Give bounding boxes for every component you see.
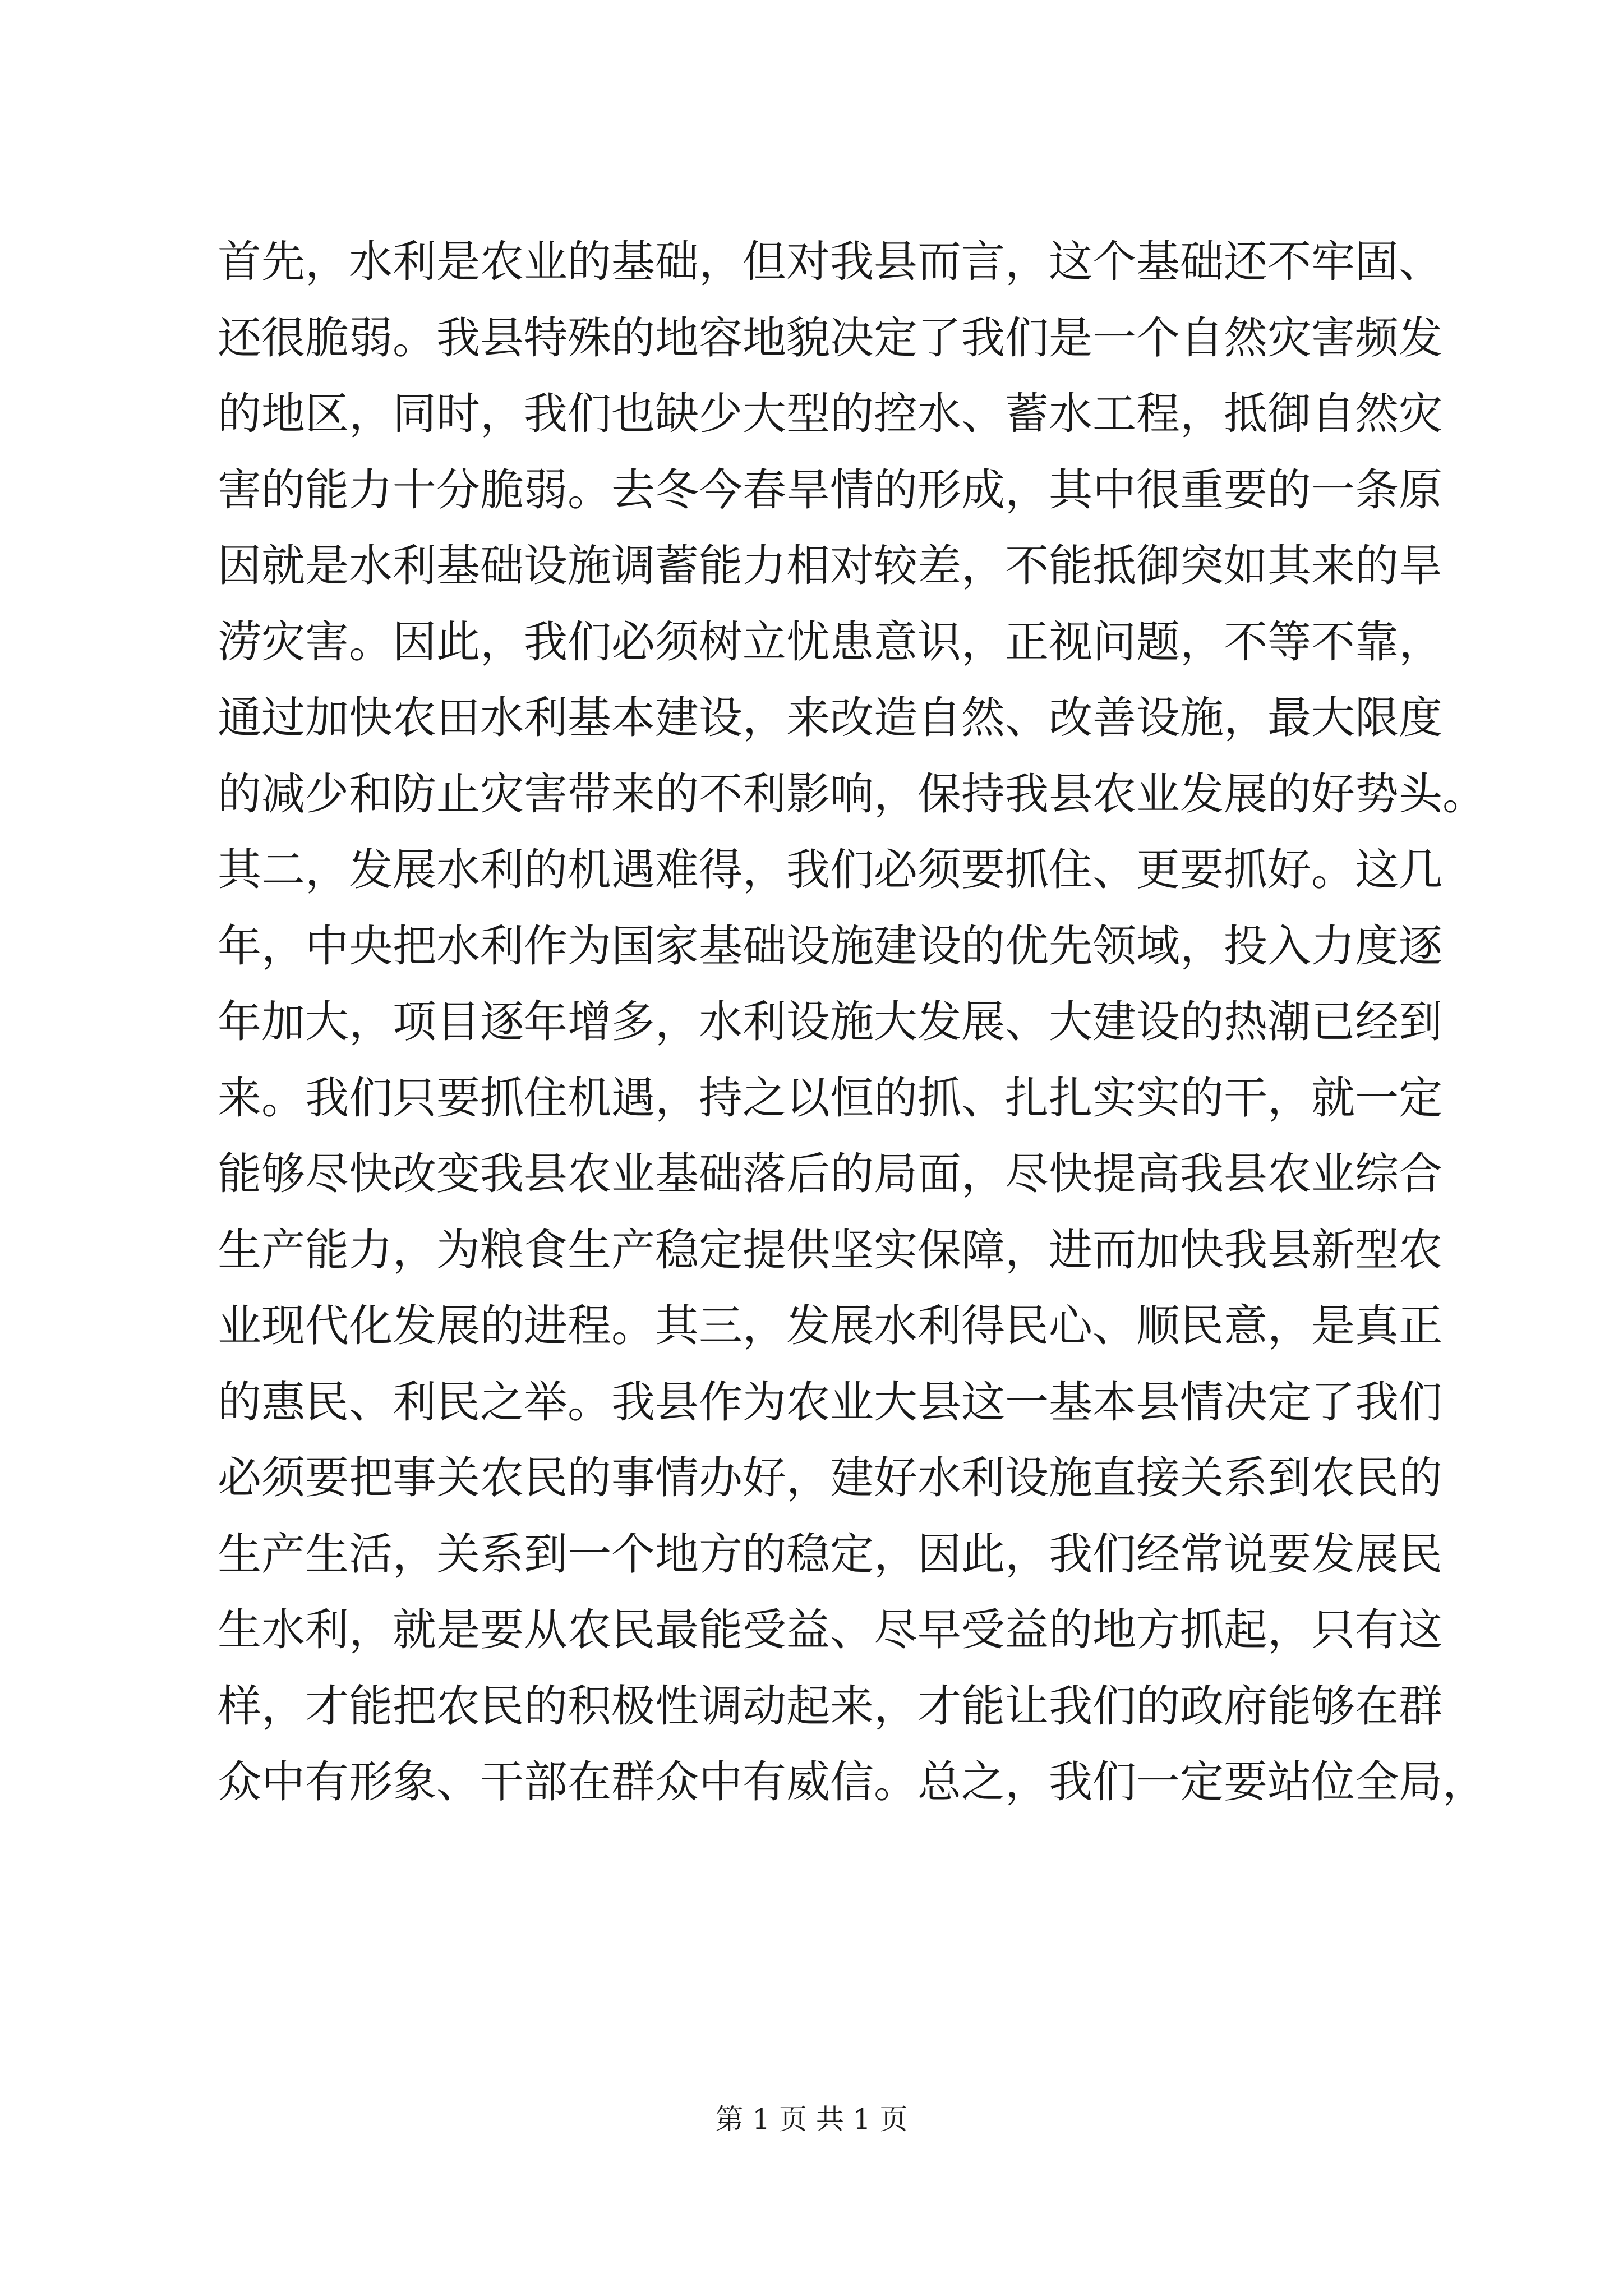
text-line: 还很脆弱。我县特殊的地容地貌决定了我们是一个自然灾害频发 <box>218 312 1443 364</box>
text-line: 生水利，就是要从农民最能受益、尽早受益的地方抓起，只有这 <box>218 1605 1443 1655</box>
text-line: 年加大，项目逐年增多，水利设施大发展、大建设的热潮已经到 <box>218 997 1443 1047</box>
text-line: 样，才能把农民的积极性调动起来，才能让我们的政府能够在群 <box>218 1681 1443 1732</box>
text-line: 的减少和防止灾害带来的不利影响，保持我县农业发展的好势头。 <box>218 769 1487 820</box>
text-line: 的地区，同时，我们也缺少大型的控水、蓄水工程，抵御自然灾 <box>218 389 1443 439</box>
text-line: 其二，发展水利的机遇难得，我们必须要抓住、更要抓好。这几 <box>218 845 1443 895</box>
text-line: 因就是水利基础设施调蓄能力相对较差，不能抵御突如其来的旱 <box>218 541 1443 591</box>
text-line: 害的能力十分脆弱。去冬今春旱情的形成，其中很重要的一条原 <box>218 464 1443 516</box>
text-line: 必须要把事关农民的事情办好，建好水利设施直接关系到农民的 <box>218 1453 1443 1503</box>
text-line: 来。我们只要抓住机遇，持之以恒的抓、扎扎实实的干，就一定 <box>218 1073 1443 1124</box>
text-line: 能够尽快改变我县农业基础落后的局面，尽快提高我县农业综合 <box>218 1149 1443 1199</box>
text-line: 首先，水利是农业的基础，但对我县而言，这个基础还不牢固、 <box>218 237 1443 287</box>
text-line: 众中有形象、干部在群众中有威信。总之，我们一定要站位全局， <box>218 1757 1487 1807</box>
text-line: 的惠民、利民之举。我县作为农业大县这一基本县情决定了我们 <box>218 1377 1443 1428</box>
text-line: 生产生活，关系到一个地方的稳定，因此，我们经常说要发展民 <box>218 1529 1443 1580</box>
text-line: 业现代化发展的进程。其三，发展水利得民心、顺民意，是真正 <box>218 1301 1443 1351</box>
page-footer: 第 1 页 共 1 页 <box>715 2103 908 2136</box>
body-text <box>218 224 1487 1821</box>
text-line: 年，中央把水利作为国家基础设施建设的优先领域，投入力度逐 <box>218 921 1443 972</box>
text-line: 通过加快农田水利基本建设，来改造自然、改善设施，最大限度 <box>218 693 1443 743</box>
text-line: 涝灾害。因此，我们必须树立忧患意识，正视问题，不等不靠， <box>218 616 1443 668</box>
text-line: 生产能力，为粮食生产稳定提供坚实保障，进而加快我县新型农 <box>218 1225 1443 1276</box>
